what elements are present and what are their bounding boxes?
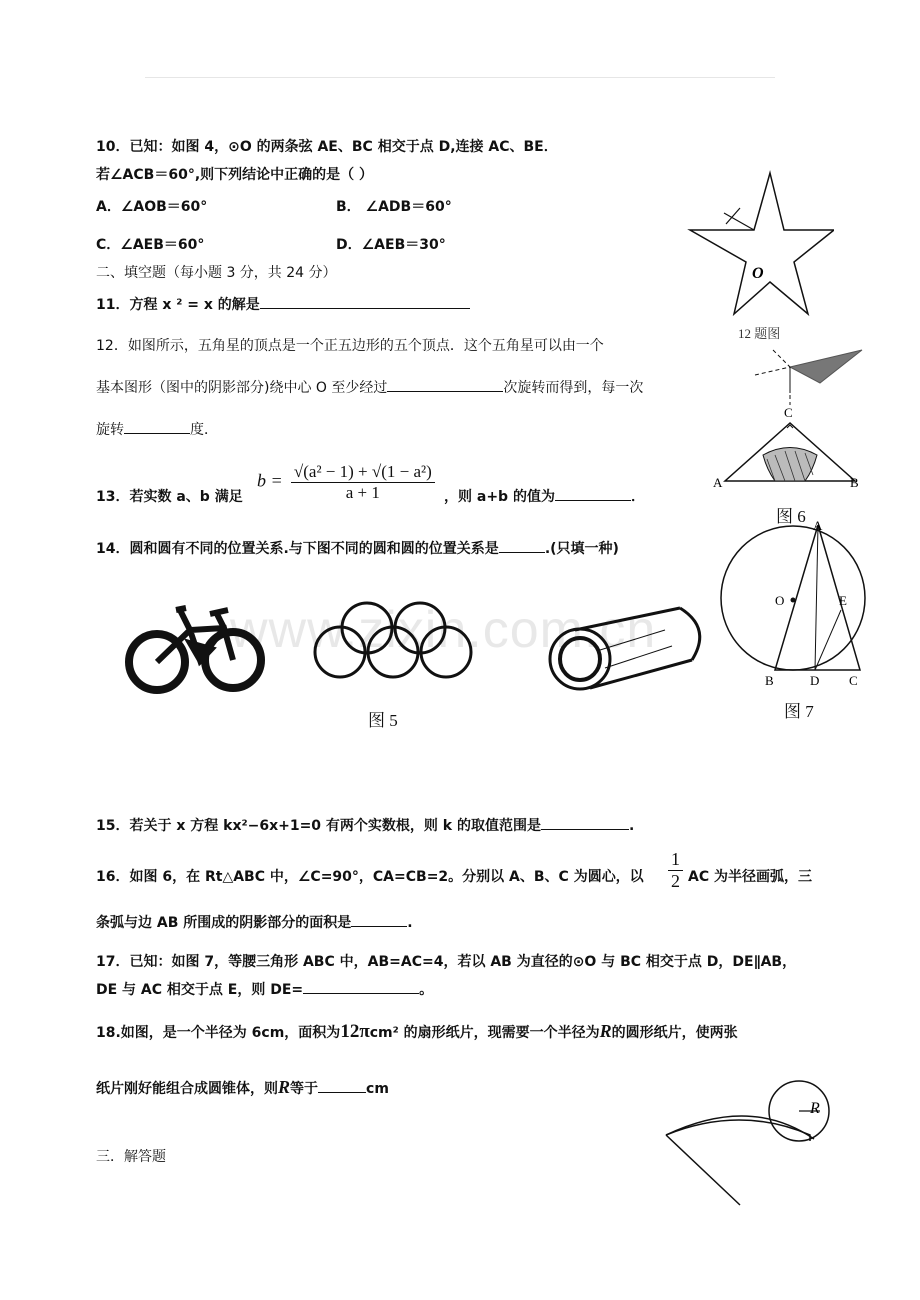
q13-suffix: ，则 a+b 的值为 (444, 489, 555, 505)
star-center-label: O (752, 265, 764, 282)
bicycle-icon (129, 608, 261, 690)
q16-answer-blank[interactable] (351, 912, 407, 927)
q12-line3 (96, 419, 218, 439)
fig7-label-c: C (849, 673, 858, 688)
fig7-label-b: B (765, 673, 774, 688)
q12-text-d: 度． (190, 422, 218, 438)
figure-7 (715, 515, 875, 690)
section-2-heading: 二、填空题（每小题 3 分，共 24 分） (96, 265, 337, 281)
q10-line1: 10．已知：如图 4，⊙O 的两条弦 AE、BC 相交于点 D,连接 AC、BE． (96, 139, 558, 155)
q16-frac-num: 1 (668, 849, 683, 871)
q11-answer-blank[interactable] (260, 294, 470, 309)
q18-text-d: 纸片刚好能组合成圆锥体，则 (96, 1081, 278, 1097)
q10-line2: 若∠ACB＝60°,则下列结论中正确的是（ ） (96, 167, 374, 183)
q17-answer-blank[interactable] (303, 979, 419, 994)
q15-text: 15．若关于 x 方程 kx²−6x+1=0 有两个实数根，则 k 的取值范围是 (96, 818, 541, 834)
q18-text-c: 的圆形纸片，使两张 (611, 1025, 738, 1041)
q11-text: 11．方程 x ² = x 的解是 (96, 297, 260, 313)
q17-text: DE 与 AC 相交于点 E，则 DE= (96, 982, 304, 998)
olympic-rings (315, 603, 471, 677)
figure-5-caption: 图 5 (368, 711, 398, 730)
q16-fraction (668, 849, 683, 892)
tube-drawing (550, 608, 700, 689)
q18-text-f: cm (366, 1081, 389, 1097)
q16-text-b: AC 为半径画弧，三 (688, 869, 812, 885)
q10-option-a: A．∠AOB＝60° (96, 199, 208, 215)
fig6-label-b: B (850, 475, 859, 490)
q18-text-a: 18.如图，是一个半径为 6cm，面积为 (96, 1025, 341, 1041)
q12-answer-blank-1[interactable] (387, 377, 503, 392)
fig7-label-o: O (775, 593, 785, 608)
q10-option-d: D．∠AEB＝30° (336, 237, 446, 253)
figure-6 (705, 345, 870, 495)
fig6-label-a: A (713, 475, 723, 490)
q13-text: 13．若实数 a、b 满足 (96, 489, 243, 505)
q14-text: 14．圆和圆有不同的位置关系.与下图不同的圆和圆的位置关系是 (96, 541, 499, 557)
q15-answer-blank[interactable] (541, 815, 629, 830)
q12-line1: 12．如图所示，五角星的顶点是一个正五边形的五个顶点．这个五角星可以由一个 (96, 338, 604, 354)
q18-line2 (96, 1077, 389, 1098)
q10-option-b: B． ∠ADB＝60° (336, 199, 452, 215)
figure-6-caption: 图 6 (776, 507, 806, 526)
fig7-label-a: A (813, 518, 823, 533)
header-rule (145, 77, 775, 78)
q17-end: 。 (419, 982, 434, 998)
q15-end: . (628, 818, 635, 834)
fig7-label-e: E (839, 593, 847, 608)
q13-numerator: √(a² − 1) + √(1 − a²) (291, 462, 435, 483)
fig12-caption: 12 题图 (738, 326, 781, 341)
q16-end: . (407, 915, 413, 931)
q16-line1 (96, 866, 644, 886)
q18-area: 12π (340, 1021, 370, 1042)
q14-answer-blank[interactable] (499, 538, 545, 553)
q12-text-b: 次旋转而得到，每一次 (503, 380, 644, 396)
q16-text-c: 条弧与边 AB 所围成的阴影部分的面积是 (96, 915, 352, 931)
q17-line2 (96, 979, 433, 999)
q16-text-a: 16．如图 6，在 Rt△ABC 中，∠C=90°，CA=CB=2。分别以 A、B、C 为圆心，以 (96, 869, 644, 885)
q18-r-symbol-2: R (278, 1077, 291, 1097)
q18-text-b: cm² 的扇形纸片，现需要一个半径为 (369, 1025, 600, 1041)
star-figure (684, 168, 834, 318)
q12-answer-blank-2[interactable] (124, 419, 190, 434)
fig6-label-c: C (784, 405, 793, 420)
q17-line1: 17．已知：如图 7，等腰三角形 ABC 中，AB=AC=4，若以 AB 为直径的⊙O 与 BC 相交于点 D，DE∥AB， (96, 954, 797, 970)
q13-end: ． (630, 489, 645, 505)
q12-text-c: 旋转 (96, 422, 124, 438)
q15-line (96, 815, 634, 835)
q13-formula (257, 462, 435, 503)
sector-r-label: R (810, 1100, 820, 1117)
q18-r-symbol: R (599, 1021, 612, 1041)
fig7-label-d: D (810, 673, 820, 688)
q12-text-a: 基本图形（图中的阴影部分)绕中心 O 至少经过 (96, 380, 388, 396)
q18-line1 (96, 1021, 738, 1043)
q13-answer-blank[interactable] (555, 486, 631, 501)
q14-line (96, 538, 619, 558)
section-3-heading: 三．解答题 (96, 1149, 166, 1165)
figure-7-caption: 图 7 (784, 702, 814, 721)
q16-line2 (96, 912, 413, 932)
q16-frac-den: 2 (671, 871, 680, 891)
q13-denominator: a + 1 (345, 483, 380, 502)
sector-figure (660, 1075, 860, 1215)
q10-option-c: C．∠AEB＝60° (96, 237, 205, 253)
q18-answer-blank[interactable] (318, 1078, 366, 1093)
figure-5 (120, 600, 720, 700)
q13-suffix-line (444, 486, 645, 506)
q18-text-e: 等于 (290, 1081, 319, 1097)
q11 (96, 294, 470, 314)
q13-b-eq: b = (257, 470, 283, 491)
watermark: www.zixin.com.cn (230, 601, 657, 659)
q12-line2 (96, 377, 643, 397)
q14-end: .(只填一种) (544, 541, 619, 557)
